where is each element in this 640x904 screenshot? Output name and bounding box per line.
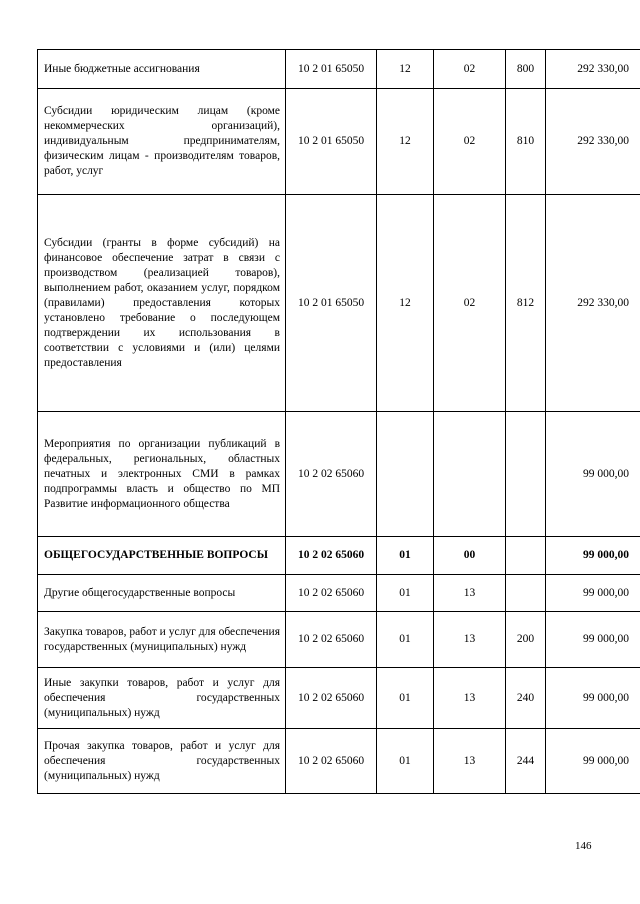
row-name: Другие общегосударственные вопросы	[38, 575, 286, 612]
table-row	[38, 50, 640, 89]
table-row	[38, 612, 640, 668]
row-name: Закупка товаров, работ и услуг для обеспечения государственных (муниципальных) нужд	[38, 612, 286, 668]
row-target-code: 10 2 02 65060	[286, 729, 377, 794]
row-name: Субсидии юридическим лицам (кроме некоммерческих организаций), индивидуальным предпринимателям, физическим лицам - производителям товаров, работ, услуг	[38, 89, 286, 195]
row-name: Мероприятия по организации публикаций в федеральных, региональных, областных печатных и электронных СМИ в рамках подпрограммы власть и общество по МП Развитие информационного общества	[38, 412, 286, 537]
row-name: Иные бюджетные ассигнования	[38, 50, 286, 89]
row-section: 01	[377, 668, 434, 729]
row-subsection: 13	[434, 729, 506, 794]
row-expense-type: 800	[506, 50, 546, 89]
table-row	[38, 412, 640, 537]
row-amount: 99 000,00	[546, 612, 640, 668]
row-expense-type: 810	[506, 89, 546, 195]
row-amount: 99 000,00	[546, 729, 640, 794]
row-name: Иные закупки товаров, работ и услуг для обеспечения государственных (муниципальных) нужд	[38, 668, 286, 729]
row-name: ОБЩЕГОСУДАРСТВЕННЫЕ ВОПРОСЫ	[38, 537, 286, 575]
row-section: 01	[377, 575, 434, 612]
row-subsection: 02	[434, 195, 506, 412]
row-section: 01	[377, 537, 434, 575]
row-target-code: 10 2 02 65060	[286, 575, 377, 612]
row-section: 12	[377, 195, 434, 412]
budget-table	[37, 49, 640, 794]
row-expense-type: 244	[506, 729, 546, 794]
row-section: 12	[377, 89, 434, 195]
row-expense-type	[506, 575, 546, 612]
row-subsection: 02	[434, 89, 506, 195]
table-row	[38, 89, 640, 195]
row-amount: 99 000,00	[546, 668, 640, 729]
table-row	[38, 668, 640, 729]
row-target-code: 10 2 01 65050	[286, 50, 377, 89]
row-amount: 99 000,00	[546, 412, 640, 537]
row-amount: 99 000,00	[546, 575, 640, 612]
row-name: Субсидии (гранты в форме субсидий) на финансовое обеспечение затрат в связи с производством (реализацией товаров), выполнением работ, оказанием услуг, порядком (правилами) предоставления которых установлено требование о последующем подтверждении их использования в соответствии с условиями и (или) целями предоставления	[38, 195, 286, 412]
row-subsection	[434, 412, 506, 537]
row-subsection: 02	[434, 50, 506, 89]
row-target-code: 10 2 01 65050	[286, 89, 377, 195]
row-target-code: 10 2 02 65060	[286, 668, 377, 729]
row-amount: 99 000,00	[546, 537, 640, 575]
row-subsection: 00	[434, 537, 506, 575]
row-target-code: 10 2 02 65060	[286, 412, 377, 537]
table-row	[38, 195, 640, 412]
row-section: 01	[377, 612, 434, 668]
row-expense-type: 200	[506, 612, 546, 668]
row-target-code: 10 2 02 65060	[286, 612, 377, 668]
row-section: 12	[377, 50, 434, 89]
table-row	[38, 537, 640, 575]
row-name: Прочая закупка товаров, работ и услуг для обеспечения государственных (муниципальных) нужд	[38, 729, 286, 794]
row-amount: 292 330,00	[546, 195, 640, 412]
table-row	[38, 575, 640, 612]
row-amount: 292 330,00	[546, 89, 640, 195]
row-expense-type	[506, 537, 546, 575]
row-subsection: 13	[434, 668, 506, 729]
row-expense-type: 812	[506, 195, 546, 412]
row-amount: 292 330,00	[546, 50, 640, 89]
row-target-code: 10 2 01 65050	[286, 195, 377, 412]
row-section: 01	[377, 729, 434, 794]
row-section	[377, 412, 434, 537]
row-target-code: 10 2 02 65060	[286, 537, 377, 575]
row-subsection: 13	[434, 612, 506, 668]
page-number: 146	[575, 840, 592, 852]
row-expense-type: 240	[506, 668, 546, 729]
table-row	[38, 729, 640, 794]
row-expense-type	[506, 412, 546, 537]
row-subsection: 13	[434, 575, 506, 612]
